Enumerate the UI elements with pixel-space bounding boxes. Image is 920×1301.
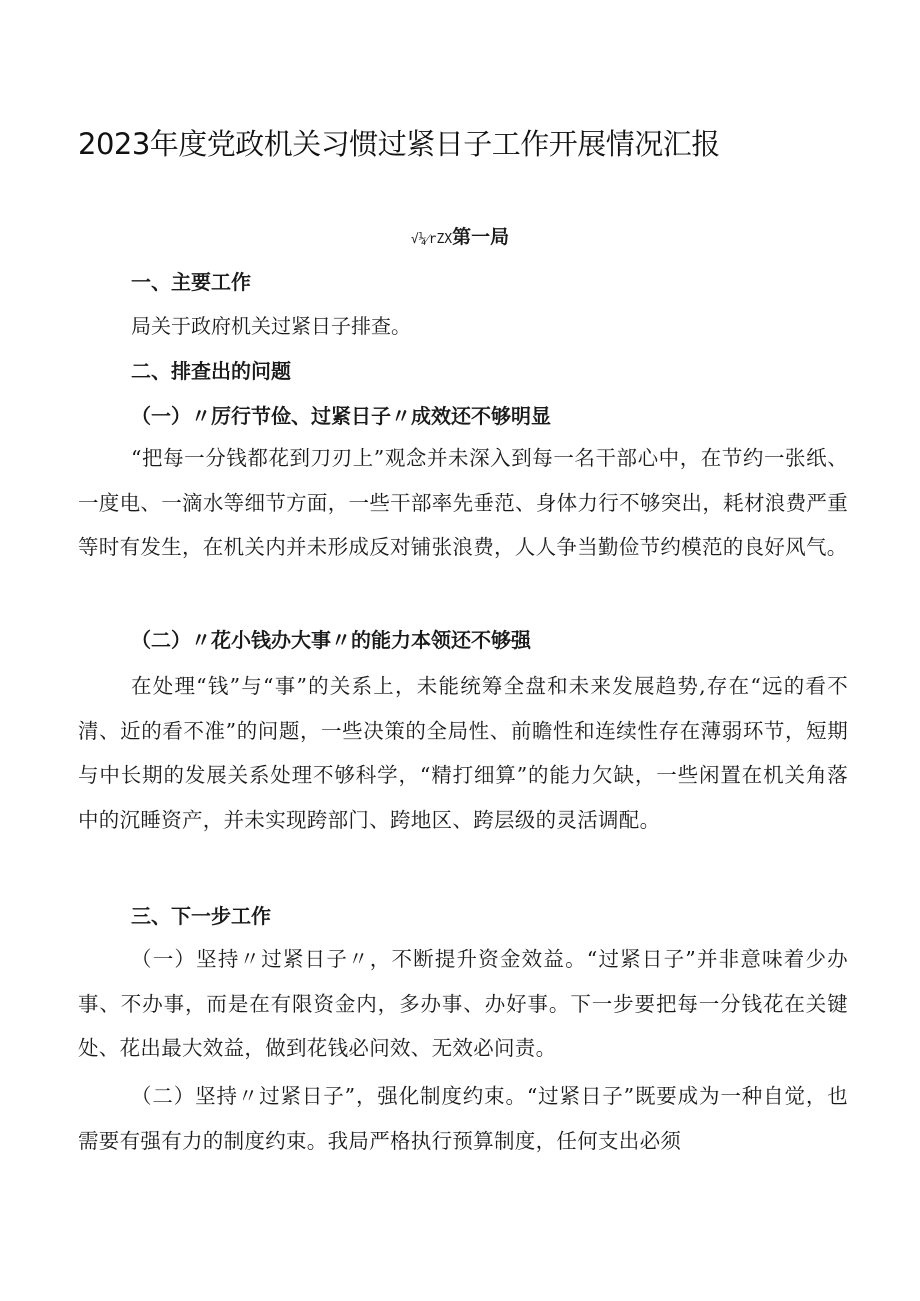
section-1-heading: 一、主要工作 [131, 270, 251, 294]
subsection-2-2-heading: （二）〃花小钱办大事〃的能力本领还不够强 [131, 628, 531, 652]
section-1-text: 局关于政府机关过紧日子排查。 [131, 314, 411, 338]
section-3-paragraph-1: （一）坚持〃过紧日子〃，不断提升资金效益。“过紧日子”并非意味着少办事、不办事，而是在有限资金内，多办事、办好事。下一步要把每一分钱花在关键处、花出最大效益，做到花钱必问效、无效必问责。 [78, 947, 848, 1060]
subsection-2-1-heading: （一）〃厉行节俭、过紧日子〃成效还不够明显 [131, 404, 551, 428]
organization-name: 第一局 [452, 226, 510, 248]
subsection-2-2-paragraph: 在处理“钱”与“事”的关系上，未能统筹全盘和未来发展趋势,存在“远的看不清、近的看不准”的问题，一些决策的全局性、前瞻性和连续性存在薄弱环节，短期与中长期的发展关系处理不够科学，“精打细算”的能力欠缺，一些闲置在机关角落中的沉睡资产，并未实现跨部门、跨地区、跨层级的灵活调配。 [78, 674, 848, 832]
subsection-2-1-paragraph: “把每一分钱都花到刀刃上”观念并未深入到每一名干部心中，在节约一张纸、一度电、一滴水等细节方面，一些干部率先垂范、身体力行不够突出，耗材浪费严重等时有发生，在机关内并未形成反对铺张浪费，人人争当勤俭节约模范的良好风气。 [78, 446, 848, 559]
document-title: 2023年度党政机关习惯过紧日子工作开展情况汇报 [78, 127, 720, 161]
section-2-heading: 二、排查出的问题 [131, 359, 291, 383]
issuing-organization [0, 222, 920, 249]
organization-prefix: √¼⁄rZX [410, 232, 453, 247]
section-3-paragraph-2: （二）坚持〃过紧日子”，强化制度约束。“过紧日子”既要成为一种自觉，也需要有强有力的制度约束。我局严格执行预算制度，任何支出必须 [78, 1084, 848, 1153]
section-3-heading: 三、下一步工作 [131, 904, 271, 928]
